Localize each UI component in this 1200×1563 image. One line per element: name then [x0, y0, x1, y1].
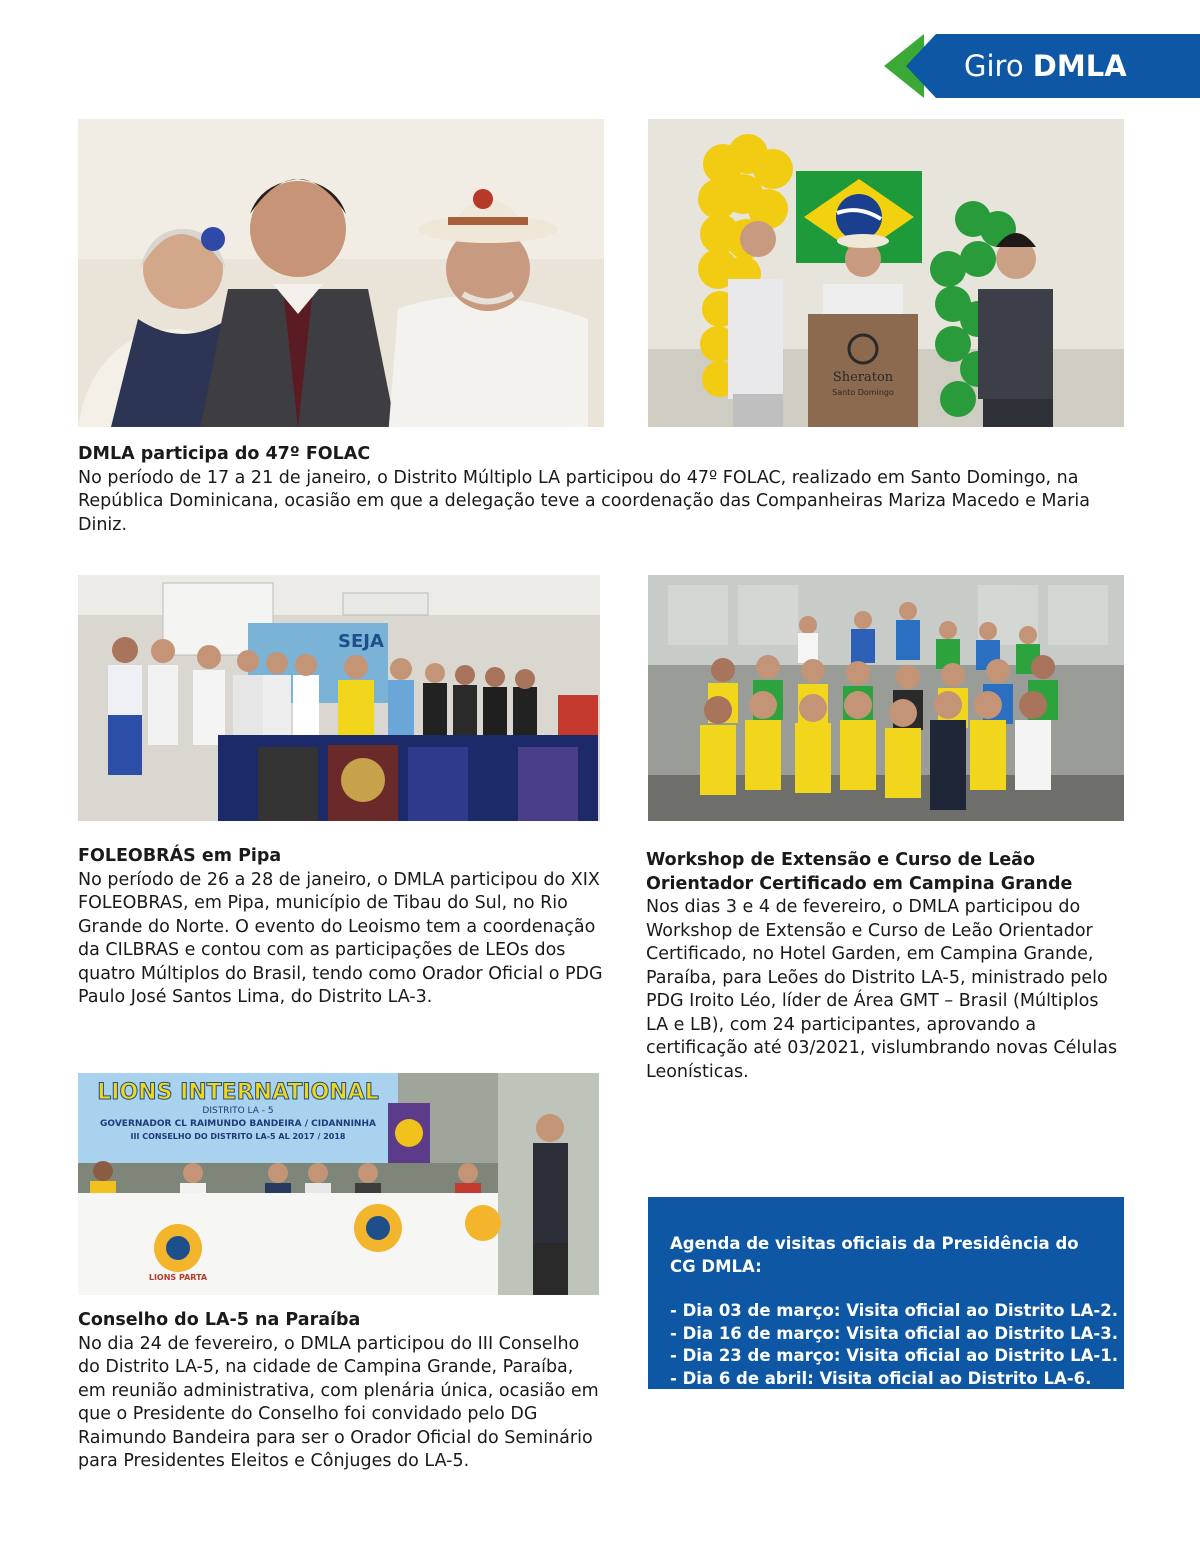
article-body: No período de 26 a 28 de janeiro, o DMLA participou do XIX FOLEOBRAS, em Pipa, município de Tibau do Sul, no Rio Grande do Norte. O evento do Leoismo tem a coordenação da CILBRAS e contou com as participações de LEOs dos quatro Múltiplos do Brasil, tendo como Orador Oficial o PDG Paulo José Santos Lima, do Distrito LA-3. [78, 869, 603, 1007]
article-title: DMLA participa do 47º FOLAC [78, 444, 371, 464]
podium-sheraton-text: Sheraton [832, 370, 894, 385]
photo-workshop-group [648, 575, 1124, 821]
photo-conselho [78, 1073, 599, 1295]
article-title: Conselho do LA-5 na Paraíba [78, 1310, 361, 1330]
photo-foleobras [78, 575, 600, 821]
agenda-item: - Dia 16 de março: Visita oficial ao Distrito LA-3. [670, 1323, 1119, 1343]
agenda-list [670, 1300, 1119, 1390]
agenda-item: - Dia 23 de março: Visita oficial ao Distrito LA-1. [670, 1346, 1119, 1365]
agenda-title: Agenda de visitas oficiais da Presidência do CG DMLA: [670, 1234, 1079, 1276]
article-body: Nos dias 3 e 4 de fevereiro, o DMLA participou do Workshop de Extensão e Curso de Leão Orientador Certificado, no Hotel Garden, em Campina Grande, Paraíba, para Leões do Distrito LA-5, ministrado pelo PDG Iroito Léo, líder de Área GMT – Brasil (Múltiplos LA e LB), com 24 participantes, aprovando a certificação até 03/2021, vislumbrando novas Células Leonísticas. [646, 897, 1118, 1082]
agenda-item: - Dia 03 de março: Visita oficial ao Distrito LA-2. [670, 1301, 1119, 1320]
banner-distrito-text: DISTRITO LA - 5 [202, 1106, 274, 1116]
agenda-box [648, 1197, 1124, 1389]
article-conselho [78, 1309, 603, 1474]
article-body: No dia 24 de fevereiro, o DMLA participou do III Conselho do Distrito LA-5, na cidade de Campina Grande, Paraíba, em reunião administrativa, com plenária única, ocasião em que o Presidente do Conselho foi convidado pelo DG Raimundo Bandeira para ser o Orador Oficial do Seminário para Presidentes Eleitos e Cônjuges do LA-5. [78, 1333, 599, 1471]
lions-parta-text: LIONS PARTA [148, 1273, 208, 1282]
agenda-item: - Dia 6 de abril: Visita oficial ao Distrito LA-6. [670, 1368, 1092, 1388]
banner-conselho-text: III CONSELHO DO DISTRITO LA-5 AL 2017 / 2018 [130, 1132, 346, 1141]
banner-governador-text: GOVERNADOR CL RAIMUNDO BANDEIRA / CIDANNINHA [100, 1119, 376, 1129]
article-foleobras [78, 845, 603, 1010]
banner-seja-text: SEJA [338, 631, 384, 652]
podium-santo-domingo-text: Santo Domingo [832, 388, 894, 397]
article-folac [78, 443, 1124, 537]
article-title: Workshop de Extensão e Curso de Leão Orientador Certificado em Campina Grande [646, 850, 1073, 894]
article-title: FOLEOBRÁS em Pipa [78, 846, 282, 866]
photo-folac-group [78, 119, 604, 427]
article-body: No período de 17 a 21 de janeiro, o Distrito Múltiplo LA participou do 47º FOLAC, realizado em Santo Domingo, na República Dominicana, ocasião em que a delegação teve a coordenação das Companheiras Mariza Macedo e Maria Diniz. [78, 467, 1091, 535]
banner-lions-international-text: LIONS INTERNATIONAL [97, 1080, 379, 1105]
photo-folac-podium [648, 119, 1124, 427]
section-header-tab [884, 34, 1200, 98]
article-workshop [646, 849, 1124, 1084]
section-title: Giro DMLA [964, 49, 1127, 83]
